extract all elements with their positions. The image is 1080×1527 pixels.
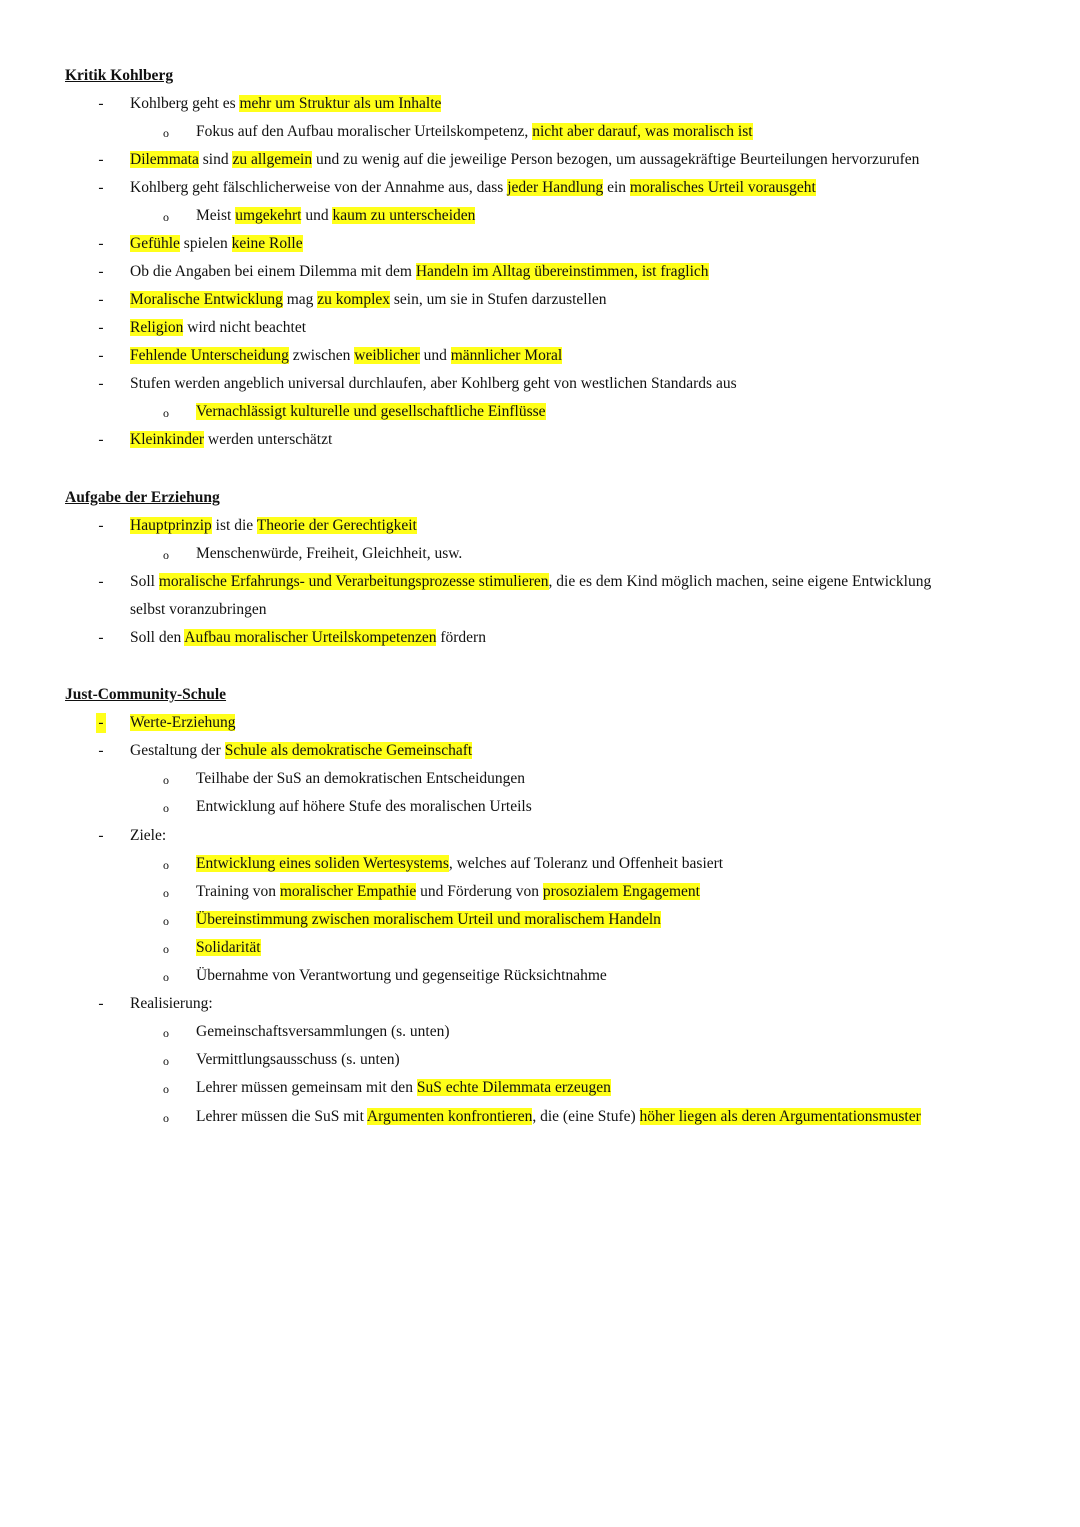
bullet-circle: o bbox=[163, 1054, 169, 1068]
list-item bbox=[196, 1022, 450, 1042]
list-item bbox=[196, 966, 607, 986]
bullet-dash: - bbox=[98, 742, 104, 759]
list-item bbox=[130, 741, 472, 761]
list-item bbox=[196, 1078, 611, 1098]
text-segment: ist die bbox=[211, 517, 257, 534]
bullet-dash: - bbox=[96, 713, 106, 733]
bullet-dash: - bbox=[98, 151, 104, 168]
highlighted-text: Hauptprinzip bbox=[130, 517, 212, 534]
list-item bbox=[130, 290, 607, 310]
bullet-dash: - bbox=[98, 995, 104, 1012]
text-segment: ein bbox=[603, 179, 630, 196]
text-segment: Kohlberg geht fälschlicherweise von der Annahme aus, dass bbox=[130, 179, 508, 196]
text-segment: , die es dem Kind möglich machen, seine eigene Entwicklung bbox=[548, 573, 932, 590]
highlighted-text: nicht aber darauf, was moralisch ist bbox=[532, 123, 753, 140]
bullet-circle: o bbox=[163, 942, 169, 956]
highlighted-text: Kleinkinder bbox=[130, 431, 205, 448]
highlighted-text: Entwicklung eines soliden Wertesystems bbox=[196, 855, 449, 872]
highlighted-text: kaum zu unterscheiden bbox=[332, 207, 476, 224]
highlighted-text: Übereinstimmung zwischen moralischem Urteil und moralischem Handeln bbox=[196, 911, 661, 928]
list-item bbox=[196, 882, 700, 902]
text-segment: Kohlberg geht es bbox=[130, 95, 240, 112]
bullet-circle: o bbox=[163, 406, 169, 420]
list-item bbox=[130, 430, 332, 450]
highlighted-text: zu komplex bbox=[317, 291, 391, 308]
highlighted-text: Dilemmata bbox=[130, 151, 199, 168]
text-segment: Menschenwürde, Freiheit, Gleichheit, usw. bbox=[196, 545, 463, 562]
text-segment: fördern bbox=[436, 629, 486, 646]
highlighted-text: moralischer Empathie bbox=[279, 883, 417, 900]
text-segment: und zu wenig auf die jeweilige Person bezogen, um aussagekräftige Beurteilungen hervorzurufen bbox=[312, 151, 920, 168]
list-item bbox=[196, 402, 546, 422]
bullet-circle: o bbox=[163, 773, 169, 787]
list-item bbox=[130, 150, 919, 170]
list-item bbox=[196, 122, 753, 142]
text-segment: Stufen werden angeblich universal durchlaufen, aber Kohlberg geht von westlichen Standards aus bbox=[130, 375, 737, 392]
text-segment: Vermittlungsausschuss (s. unten) bbox=[196, 1051, 400, 1068]
bullet-dash: - bbox=[98, 319, 104, 336]
list-item bbox=[130, 178, 816, 198]
highlighted-text: prosozialem Engagement bbox=[542, 883, 700, 900]
list-item bbox=[130, 826, 166, 846]
bullet-circle: o bbox=[163, 886, 169, 900]
bullet-dash: - bbox=[98, 517, 104, 534]
highlighted-text: keine Rolle bbox=[231, 235, 303, 252]
bullet-dash: - bbox=[98, 263, 104, 280]
bullet-circle: o bbox=[163, 210, 169, 224]
text-segment: Meist bbox=[196, 207, 236, 224]
highlighted-text: Fehlende Unterscheidung bbox=[130, 347, 289, 364]
highlighted-text: Schule als demokratische Gemeinschaft bbox=[224, 742, 473, 759]
text-segment: und bbox=[301, 207, 333, 224]
text-segment: Entwicklung auf höhere Stufe des moralischen Urteils bbox=[196, 798, 532, 815]
highlighted-text: Solidarität bbox=[196, 939, 261, 956]
highlighted-text: umgekehrt bbox=[235, 207, 302, 224]
list-item bbox=[130, 516, 417, 536]
list-item bbox=[130, 572, 931, 592]
section-heading: Aufgabe der Erziehung bbox=[65, 489, 220, 506]
bullet-circle: o bbox=[163, 1082, 169, 1096]
text-segment: Fokus auf den Aufbau moralischer Urteilskompetenz, bbox=[196, 123, 533, 140]
text-segment: und Förderung von bbox=[416, 883, 543, 900]
text-segment: sein, um sie in Stufen darzustellen bbox=[390, 291, 607, 308]
highlighted-text: SuS echte Dilemmata erzeugen bbox=[416, 1079, 611, 1096]
highlighted-text: höher liegen als deren Argumentationsmuster bbox=[639, 1108, 921, 1125]
highlighted-text: moralische Erfahrungs- und Verarbeitungsprozesse stimulieren bbox=[158, 573, 549, 590]
list-item bbox=[196, 206, 475, 226]
list-item bbox=[196, 910, 661, 930]
list-item bbox=[130, 94, 441, 114]
bullet-dash: - bbox=[98, 431, 104, 448]
highlighted-text: Theorie der Gerechtigkeit bbox=[256, 517, 417, 534]
bullet-circle: o bbox=[163, 1026, 169, 1040]
text-segment: Ziele: bbox=[130, 827, 167, 844]
highlighted-text: Werte-Erziehung bbox=[130, 714, 236, 731]
text-segment: werden unterschätzt bbox=[204, 431, 333, 448]
list-item bbox=[130, 600, 266, 620]
text-segment: sind bbox=[198, 151, 233, 168]
list-item bbox=[130, 318, 306, 338]
text-segment: Realisierung: bbox=[130, 995, 213, 1012]
bullet-dash: - bbox=[98, 347, 104, 364]
bullet-circle: o bbox=[163, 914, 169, 928]
bullet-circle: o bbox=[163, 126, 169, 140]
bullet-dash: - bbox=[98, 235, 104, 252]
highlighted-text: Moralische Entwicklung bbox=[130, 291, 283, 308]
list-item bbox=[196, 769, 525, 789]
text-segment: mag bbox=[282, 291, 318, 308]
text-segment: Soll den bbox=[130, 629, 185, 646]
highlighted-text: Gefühle bbox=[130, 235, 180, 252]
bullet-dash: - bbox=[98, 95, 104, 112]
text-segment: Teilhabe der SuS an demokratischen Entscheidungen bbox=[196, 770, 526, 787]
text-segment: und bbox=[419, 347, 451, 364]
bullet-dash: - bbox=[98, 375, 104, 392]
text-segment: Gestaltung der bbox=[130, 742, 225, 759]
text-segment: spielen bbox=[179, 235, 232, 252]
text-segment: , die (eine Stufe) bbox=[532, 1108, 640, 1125]
list-item bbox=[196, 938, 261, 958]
text-segment: selbst voranzubringen bbox=[130, 601, 267, 618]
list-item bbox=[130, 262, 709, 282]
highlighted-text: jeder Handlung bbox=[507, 179, 604, 196]
text-segment: Training von bbox=[196, 883, 280, 900]
highlighted-text: Religion bbox=[130, 319, 184, 336]
highlighted-text: Argumenten konfrontieren bbox=[366, 1108, 533, 1125]
highlighted-text: männlicher Moral bbox=[450, 347, 563, 364]
list-item bbox=[130, 994, 213, 1014]
list-item bbox=[196, 1107, 921, 1127]
highlighted-text: zu allgemein bbox=[232, 151, 313, 168]
bullet-circle: o bbox=[163, 801, 169, 815]
list-item bbox=[196, 797, 532, 817]
list-item bbox=[130, 628, 486, 648]
highlighted-text: Handeln im Alltag übereinstimmen, ist fraglich bbox=[415, 263, 709, 280]
list-item bbox=[196, 854, 723, 874]
list-item bbox=[130, 346, 562, 366]
list-item bbox=[130, 234, 303, 254]
text-segment: Gemeinschaftsversammlungen (s. unten) bbox=[196, 1023, 450, 1040]
bullet-circle: o bbox=[163, 970, 169, 984]
highlighted-text: Vernachlässigt kulturelle und gesellschaftliche Einflüsse bbox=[196, 403, 546, 420]
text-segment: wird nicht beachtet bbox=[183, 319, 307, 336]
highlighted-text: weiblicher bbox=[354, 347, 420, 364]
text-segment: Lehrer müssen gemeinsam mit den bbox=[196, 1079, 417, 1096]
bullet-dash: - bbox=[98, 827, 104, 844]
highlighted-text: mehr um Struktur als um Inhalte bbox=[239, 95, 442, 112]
bullet-dash: - bbox=[98, 573, 104, 590]
text-segment: Ob die Angaben bei einem Dilemma mit dem bbox=[130, 263, 416, 280]
section-heading: Kritik Kohlberg bbox=[65, 67, 174, 84]
list-item bbox=[130, 374, 737, 394]
bullet-dash: - bbox=[98, 629, 104, 646]
list-item bbox=[130, 713, 235, 733]
text-segment: , welches auf Toleranz und Offenheit basiert bbox=[448, 855, 724, 872]
section-heading: Just-Community-Schule bbox=[65, 686, 227, 703]
text-segment: zwischen bbox=[288, 347, 355, 364]
text-segment: Soll bbox=[130, 573, 159, 590]
bullet-dash: - bbox=[98, 291, 104, 308]
bullet-circle: o bbox=[163, 858, 169, 872]
text-segment: Übernahme von Verantwortung und gegenseitige Rücksichtnahme bbox=[196, 967, 607, 984]
bullet-circle: o bbox=[163, 548, 169, 562]
highlighted-text: Aufbau moralischer Urteilskompetenzen bbox=[184, 629, 437, 646]
highlighted-text: moralisches Urteil vorausgeht bbox=[629, 179, 816, 196]
list-item bbox=[196, 1050, 400, 1070]
bullet-dash: - bbox=[98, 179, 104, 196]
text-segment: Lehrer müssen die SuS mit bbox=[196, 1108, 367, 1125]
bullet-circle: o bbox=[163, 1111, 169, 1125]
list-item bbox=[196, 544, 462, 564]
